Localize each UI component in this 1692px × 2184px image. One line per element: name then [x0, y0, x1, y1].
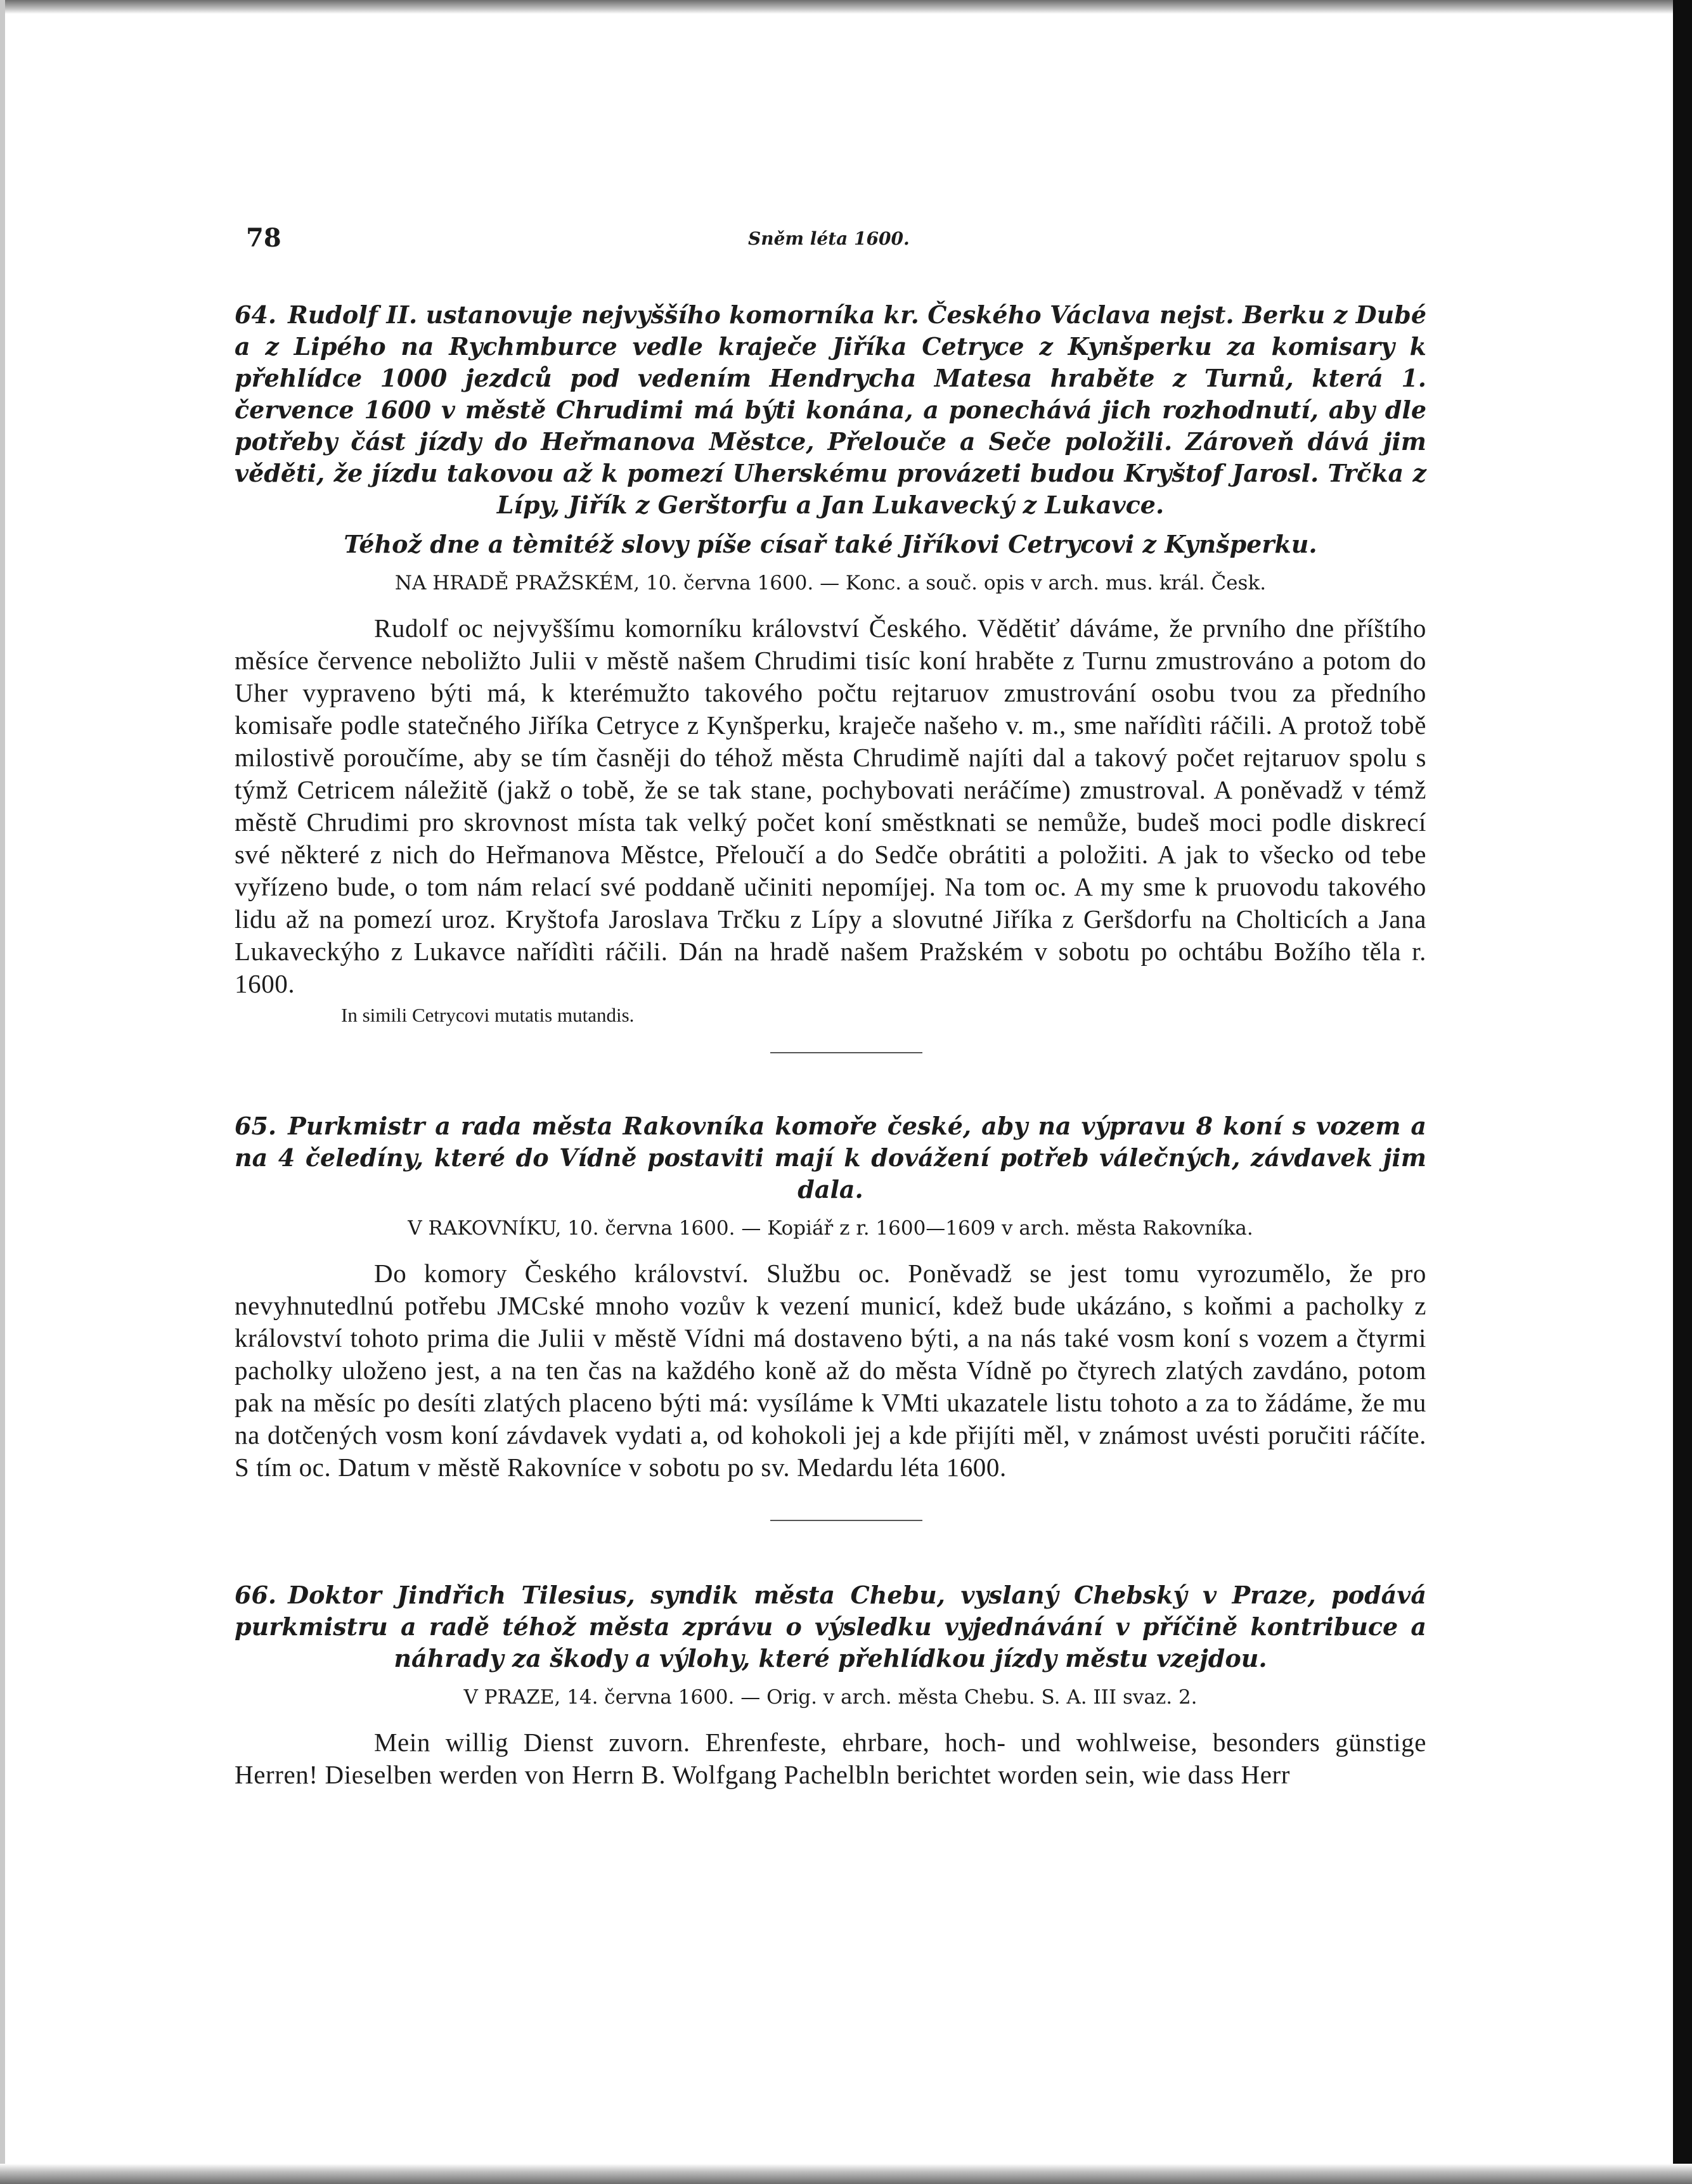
- entry-title: [235, 299, 1426, 521]
- entry-dateline: V RAKOVNÍKU, 10. června 1600. — Kopiář z r. 1600—1609 v arch. města Rakovníka.: [408, 1217, 1253, 1240]
- entry-title-text: Purkmistr a rada města Rakovníka komoře české, aby na výpravu 8 koní s vozem a na 4 čeledíny, které do Vídně postaviti mají k dovážení potřeb válečných, závdavek jim dala.: [235, 1112, 1426, 1204]
- entry-number: 66.: [235, 1581, 277, 1609]
- entry-title: [235, 1579, 1426, 1674]
- entry-66: [235, 1579, 1426, 1791]
- page-number: 78: [246, 223, 281, 253]
- entry-64: [235, 299, 1426, 1028]
- scan-shadow-bottom: [0, 2164, 1692, 2184]
- entry-65: [235, 1110, 1426, 1484]
- running-head: Sněm léta 1600.: [748, 228, 910, 249]
- entry-subtitle: Téhož dne a tèmitéž slovy píše císař také Jiříkovi Cetrycovi z Kynšperku.: [344, 530, 1317, 558]
- scan-shadow-top: [0, 0, 1692, 14]
- entry-number: 64.: [235, 300, 277, 329]
- scan-border-right: [1673, 0, 1692, 2184]
- section-divider: [770, 1052, 922, 1053]
- entry-title-text: Rudolf II. ustanovuje nejvyššího komorníka kr. Českého Václava nejst. Berku z Dubé a z Lipého na Rychmburce vedle kraječe Jiříka Cetryce z Kynšperku za komisary k přehlídce 1000 jezdců pod vedením Hendrycha Matesa hraběte z Turnů, která 1. července 1600 v městě Chrudimi má býti konána, a ponechává jich rozhodnutí, aby dle potřeby část jízdy do Heřmanova Městce, Přelouče a Seče položili. Zároveň dává jim věděti, že jízdu takovou až k pomezí Uherskému provázeti budou Kryštof Jarosl. Trčka z Lípy, Jiřík z Gerštorfu a Jan Lukavecký z Lukavce.: [235, 300, 1426, 519]
- entry-title: [235, 1110, 1426, 1205]
- scan-shadow-left: [0, 0, 5, 2184]
- entry-simili-note: In simili Cetrycovi mutatis mutandis.: [341, 1004, 635, 1026]
- entry-body: Mein willig Dienst zuvorn. Ehrenfeste, ehrbare, hoch- und wohlweise, besonders günstige Herren! Dieselben werden von Herrn B. Wolfgang Pachelbln berichtet worden sein, wie dass Herr: [235, 1728, 1426, 1789]
- entry-dateline: V PRAZE, 14. června 1600. — Orig. v arch. města Chebu. S. A. III svaz. 2.: [463, 1686, 1198, 1709]
- section-divider: [770, 1520, 922, 1521]
- entry-body: Do komory Českého království. Službu oc. Poněvadž se jest tomu vyrozumělo, že pro nevyhnutedlnú potřebu JMCské mnoho vozův k vezení municí, kdež bude ukázáno, s koňmi a pacholky z království tohoto prima die Julii v městě Vídni má dostaveno býti, a na nás také vosm koní s vozem a čtyrmi pacholky uloženo jest, a na ten čas na každého koně až do města Vídně po čtyrech zlatých zavdáno, potom pak na měsíc po desíti zlatých placeno býti má: vysíláme k VMti ukazatele listu tohoto a za to žádáme, že mu na dotčených vosm koní závdavek vydati a, od kohokoli jej a kde přijíti měl, v známost uvésti poručiti ráčíte. S tím oc. Datum v městě Rakovníce v sobotu po sv. Medardu léta 1600.: [235, 1259, 1426, 1482]
- entry-number: 65.: [235, 1112, 277, 1140]
- entry-body: Rudolf oc nejvyššímu komorníku království Českého. Vědětiť dáváme, že prvního dne příštího měsíce července neboližto Julii v městě našem Chrudimi tisíc koní hraběte z Turnu zmustrováno a potom do Uher vypraveno býti má, k kterémužto takového počtu rejtaruov zmustrování osobu tvou za předního komisaře podle statečného Jiříka Cetryce z Kynšperku, kraječe našeho v. m., sme nařídìti ráčili. A protož tobě milostivě poroučíme, aby se tím časněji do téhož města Chrudimě najíti dal a takový počet rejtaruov spolu s týmž Cetricem náležitě (jakž o tobě, že se tak stane, pochybovati neráčíme) zmustroval. A poněvadž v témž městě Chrudimi pro skrovnost místa tak velký počet koní směstknati se nemůže, budeš moci podle diskrecí své některé z nich do Heřmanova Městce, Přeloučí a do Sedče obrátiti a položiti. A jak to všecko od tebe vyřízeno bude, o tom nám relací své poddaně učiniti nepomíjej. Na tom oc. A my sme k pruovodu takového lidu až na pomezí uroz. Kryštofa Jaroslava Trčku z Lípy a slovutné Jiříka z Geršdorfu na Cholticích a Jana Lukaveckýho z Lukavce nařídìti ráčili. Dán na hradě našem Pražském v sobotu po ochtábu Božího těla r. 1600.: [235, 613, 1426, 998]
- entry-title-text: Doktor Jindřich Tilesius, syndik města Chebu, vyslaný Chebský v Praze, podává purkmistru a radě téhož města zprávu o výsledku vyjednávání v příčině kontribuce a náhrady za škody a výlohy, které přehlídkou jízdy městu vzejdou.: [235, 1581, 1426, 1673]
- entry-dateline: NA HRADĚ PRAŽSKÉM, 10. června 1600. — Konc. a souč. opis v arch. mus. král. Česk.: [394, 572, 1267, 594]
